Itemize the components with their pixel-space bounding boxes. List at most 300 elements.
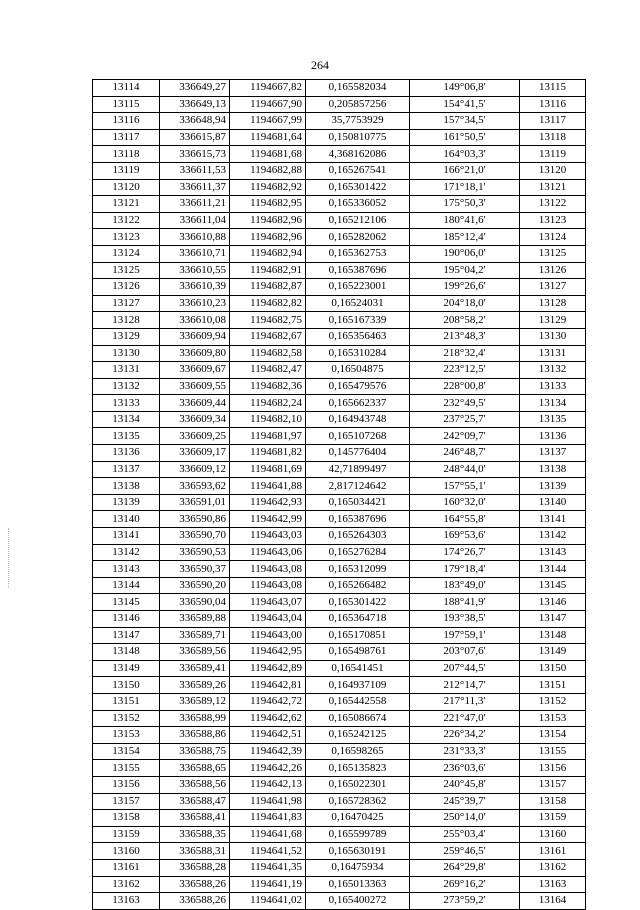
next-point-number-cell: 13143 [520,544,586,561]
x-coordinate-cell: 336610,55 [160,262,230,279]
table-row [93,179,586,196]
x-coordinate-cell: 336609,25 [160,428,230,445]
point-number-cell: 13147 [93,627,160,644]
table-row [93,445,586,462]
y-coordinate-cell: 1194643,00 [230,627,306,644]
table-row [93,428,586,445]
direction-angle-cell: 213°48,3' [410,328,520,345]
x-coordinate-cell: 336609,12 [160,461,230,478]
y-coordinate-cell: 1194642,89 [230,660,306,677]
distance-cell: 0,165301422 [306,179,410,196]
x-coordinate-cell: 336589,12 [160,693,230,710]
x-coordinate-cell: 336611,37 [160,179,230,196]
point-number-cell: 13150 [93,677,160,694]
y-coordinate-cell: 1194641,98 [230,793,306,810]
distance-cell: 0,16524031 [306,295,410,312]
x-coordinate-cell: 336589,41 [160,660,230,677]
table-row [93,876,586,893]
distance-cell: 0,165107268 [306,428,410,445]
x-coordinate-cell: 336588,26 [160,876,230,893]
x-coordinate-cell: 336590,86 [160,511,230,528]
table-row [93,262,586,279]
next-point-number-cell: 13131 [520,345,586,362]
table-row [93,793,586,810]
distance-cell: 0,165086674 [306,710,410,727]
table-row [93,561,586,578]
direction-angle-cell: 255°03,4' [410,826,520,843]
next-point-number-cell: 13150 [520,660,586,677]
x-coordinate-cell: 336609,67 [160,362,230,379]
point-number-cell: 13119 [93,162,160,179]
table-row [93,644,586,661]
y-coordinate-cell: 1194681,69 [230,461,306,478]
table-row [93,279,586,296]
direction-angle-cell: 207°44,5' [410,660,520,677]
y-coordinate-cell: 1194642,39 [230,743,306,760]
distance-cell: 0,165336052 [306,196,410,213]
x-coordinate-cell: 336589,26 [160,677,230,694]
table-row [93,196,586,213]
table-row [93,229,586,246]
x-coordinate-cell: 336615,73 [160,146,230,163]
point-number-cell: 13154 [93,743,160,760]
direction-angle-cell: 160°32,0' [410,494,520,511]
direction-angle-cell: 149°06,8' [410,80,520,97]
x-coordinate-cell: 336609,55 [160,378,230,395]
point-number-cell: 13118 [93,146,160,163]
next-point-number-cell: 13115 [520,80,586,97]
point-number-cell: 13153 [93,727,160,744]
next-point-number-cell: 13141 [520,511,586,528]
distance-cell: 0,16541451 [306,660,410,677]
y-coordinate-cell: 1194642,81 [230,677,306,694]
next-point-number-cell: 13133 [520,378,586,395]
next-point-number-cell: 13119 [520,146,586,163]
x-coordinate-cell: 336610,88 [160,229,230,246]
x-coordinate-cell: 336589,56 [160,644,230,661]
direction-angle-cell: 199°26,6' [410,279,520,296]
next-point-number-cell: 13163 [520,876,586,893]
table-row [93,660,586,677]
next-point-number-cell: 13120 [520,162,586,179]
distance-cell: 0,165662337 [306,395,410,412]
table-row [93,843,586,860]
next-point-number-cell: 13139 [520,478,586,495]
page-number: 264 [311,58,329,72]
y-coordinate-cell: 1194682,36 [230,378,306,395]
table-row [93,710,586,727]
y-coordinate-cell: 1194641,68 [230,826,306,843]
y-coordinate-cell: 1194642,13 [230,776,306,793]
x-coordinate-cell: 336609,94 [160,328,230,345]
x-coordinate-cell: 336590,04 [160,594,230,611]
point-number-cell: 13121 [93,196,160,213]
x-coordinate-cell: 336588,47 [160,793,230,810]
distance-cell: 0,165400272 [306,893,410,910]
point-number-cell: 13114 [93,80,160,97]
next-point-number-cell: 13137 [520,445,586,462]
direction-angle-cell: 259°46,5' [410,843,520,860]
distance-cell: 0,165282062 [306,229,410,246]
distance-cell: 0,165264303 [306,528,410,545]
distance-cell: 0,165498761 [306,644,410,661]
x-coordinate-cell: 336588,65 [160,760,230,777]
y-coordinate-cell: 1194682,94 [230,245,306,262]
next-point-number-cell: 13149 [520,644,586,661]
direction-angle-cell: 218°32,4' [410,345,520,362]
table-row [93,893,586,910]
direction-angle-cell: 161°50,5' [410,129,520,146]
next-point-number-cell: 13117 [520,113,586,130]
distance-cell: 0,150810775 [306,129,410,146]
y-coordinate-cell: 1194643,08 [230,577,306,594]
point-number-cell: 13126 [93,279,160,296]
y-coordinate-cell: 1194641,02 [230,893,306,910]
distance-cell: 0,165364718 [306,611,410,628]
y-coordinate-cell: 1194682,24 [230,395,306,412]
point-number-cell: 13149 [93,660,160,677]
y-coordinate-cell: 1194641,88 [230,478,306,495]
x-coordinate-cell: 336590,70 [160,528,230,545]
x-coordinate-cell: 336588,26 [160,893,230,910]
point-number-cell: 13117 [93,129,160,146]
y-coordinate-cell: 1194643,07 [230,594,306,611]
point-number-cell: 13136 [93,445,160,462]
next-point-number-cell: 13124 [520,229,586,246]
y-coordinate-cell: 1194641,19 [230,876,306,893]
x-coordinate-cell: 336610,23 [160,295,230,312]
next-point-number-cell: 13116 [520,96,586,113]
table-row [93,776,586,793]
next-point-number-cell: 13156 [520,760,586,777]
table-row [93,528,586,545]
distance-cell: 0,165135823 [306,760,410,777]
direction-angle-cell: 190°06,0' [410,245,520,262]
x-coordinate-cell: 336610,71 [160,245,230,262]
point-number-cell: 13157 [93,793,160,810]
x-coordinate-cell: 336588,86 [160,727,230,744]
table-row [93,611,586,628]
direction-angle-cell: 242°09,7' [410,428,520,445]
distance-cell: 0,165387696 [306,511,410,528]
next-point-number-cell: 13123 [520,212,586,229]
next-point-number-cell: 13135 [520,411,586,428]
x-coordinate-cell: 336615,87 [160,129,230,146]
x-coordinate-cell: 336611,04 [160,212,230,229]
y-coordinate-cell: 1194642,51 [230,727,306,744]
y-coordinate-cell: 1194682,82 [230,295,306,312]
x-coordinate-cell: 336609,44 [160,395,230,412]
distance-cell: 0,165212106 [306,212,410,229]
y-coordinate-cell: 1194642,93 [230,494,306,511]
y-coordinate-cell: 1194643,08 [230,561,306,578]
table-row [93,113,586,130]
point-number-cell: 13128 [93,312,160,329]
table-row [93,743,586,760]
table-row [93,461,586,478]
point-number-cell: 13130 [93,345,160,362]
y-coordinate-cell: 1194682,88 [230,162,306,179]
next-point-number-cell: 13153 [520,710,586,727]
x-coordinate-cell: 336589,88 [160,611,230,628]
y-coordinate-cell: 1194681,64 [230,129,306,146]
x-coordinate-cell: 336611,53 [160,162,230,179]
next-point-number-cell: 13118 [520,129,586,146]
direction-angle-cell: 208°58,2' [410,312,520,329]
point-number-cell: 13116 [93,113,160,130]
point-number-cell: 13140 [93,511,160,528]
y-coordinate-cell: 1194642,72 [230,693,306,710]
point-number-cell: 13142 [93,544,160,561]
y-coordinate-cell: 1194682,67 [230,328,306,345]
distance-cell: 0,165242125 [306,727,410,744]
y-coordinate-cell: 1194682,96 [230,229,306,246]
point-number-cell: 13135 [93,428,160,445]
direction-angle-cell: 250°14,0' [410,810,520,827]
next-point-number-cell: 13122 [520,196,586,213]
point-number-cell: 13123 [93,229,160,246]
next-point-number-cell: 13142 [520,528,586,545]
distance-cell: 0,16475934 [306,859,410,876]
next-point-number-cell: 13161 [520,843,586,860]
x-coordinate-cell: 336590,20 [160,577,230,594]
y-coordinate-cell: 1194682,92 [230,179,306,196]
table-row [93,146,586,163]
table-row [93,810,586,827]
next-point-number-cell: 13126 [520,262,586,279]
x-coordinate-cell: 336589,71 [160,627,230,644]
point-number-cell: 13139 [93,494,160,511]
y-coordinate-cell: 1194682,96 [230,212,306,229]
point-number-cell: 13133 [93,395,160,412]
direction-angle-cell: 273°59,2' [410,893,520,910]
y-coordinate-cell: 1194642,26 [230,760,306,777]
distance-cell: 0,165267541 [306,162,410,179]
point-number-cell: 13141 [93,528,160,545]
point-number-cell: 13115 [93,96,160,113]
table-row [93,727,586,744]
distance-cell: 0,16598265 [306,743,410,760]
point-number-cell: 13143 [93,561,160,578]
direction-angle-cell: 197°59,1' [410,627,520,644]
point-number-cell: 13127 [93,295,160,312]
distance-cell: 0,165301422 [306,594,410,611]
x-coordinate-cell: 336610,08 [160,312,230,329]
distance-cell: 4,368162086 [306,146,410,163]
distance-cell: 0,164943748 [306,411,410,428]
scan-artifact [8,528,13,588]
direction-angle-cell: 231°33,3' [410,743,520,760]
direction-angle-cell: 157°34,5' [410,113,520,130]
y-coordinate-cell: 1194682,95 [230,196,306,213]
x-coordinate-cell: 336591,01 [160,494,230,511]
y-coordinate-cell: 1194681,82 [230,445,306,462]
direction-angle-cell: 248°44,0' [410,461,520,478]
table-row [93,594,586,611]
x-coordinate-cell: 336649,27 [160,80,230,97]
point-number-cell: 13129 [93,328,160,345]
next-point-number-cell: 13152 [520,693,586,710]
direction-angle-cell: 228°00,8' [410,378,520,395]
table-row [93,162,586,179]
point-number-cell: 13132 [93,378,160,395]
distance-cell: 0,145776404 [306,445,410,462]
x-coordinate-cell: 336588,75 [160,743,230,760]
next-point-number-cell: 13158 [520,793,586,810]
distance-cell: 0,164937109 [306,677,410,694]
next-point-number-cell: 13129 [520,312,586,329]
direction-angle-cell: 221°47,0' [410,710,520,727]
y-coordinate-cell: 1194642,99 [230,511,306,528]
distance-cell: 0,165223001 [306,279,410,296]
next-point-number-cell: 13164 [520,893,586,910]
table-body [93,80,586,910]
x-coordinate-cell: 336609,80 [160,345,230,362]
next-point-number-cell: 13136 [520,428,586,445]
direction-angle-cell: 183°49,0' [410,577,520,594]
next-point-number-cell: 13145 [520,577,586,594]
distance-cell: 0,165442558 [306,693,410,710]
distance-cell: 0,165266482 [306,577,410,594]
distance-cell: 0,165479576 [306,378,410,395]
y-coordinate-cell: 1194681,97 [230,428,306,445]
distance-cell: 0,165167339 [306,312,410,329]
y-coordinate-cell: 1194667,90 [230,96,306,113]
next-point-number-cell: 13160 [520,826,586,843]
x-coordinate-cell: 336588,99 [160,710,230,727]
table-row [93,362,586,379]
y-coordinate-cell: 1194682,58 [230,345,306,362]
point-number-cell: 13152 [93,710,160,727]
table-row [93,80,586,97]
direction-angle-cell: 171°18,1' [410,179,520,196]
distance-cell: 0,165387696 [306,262,410,279]
direction-angle-cell: 174°26,7' [410,544,520,561]
point-number-cell: 13158 [93,810,160,827]
table-row [93,826,586,843]
x-coordinate-cell: 336593,62 [160,478,230,495]
point-number-cell: 13146 [93,611,160,628]
direction-angle-cell: 237°25,7' [410,411,520,428]
point-number-cell: 13161 [93,859,160,876]
x-coordinate-cell: 336588,35 [160,826,230,843]
point-number-cell: 13162 [93,876,160,893]
point-number-cell: 13163 [93,893,160,910]
table-row [93,395,586,412]
distance-cell: 0,165170851 [306,627,410,644]
y-coordinate-cell: 1194642,95 [230,644,306,661]
point-number-cell: 13144 [93,577,160,594]
distance-cell: 0,165599789 [306,826,410,843]
direction-angle-cell: 212°14,7' [410,677,520,694]
point-number-cell: 13155 [93,760,160,777]
direction-angle-cell: 188°41,9' [410,594,520,611]
y-coordinate-cell: 1194681,68 [230,146,306,163]
table-row [93,129,586,146]
next-point-number-cell: 13132 [520,362,586,379]
next-point-number-cell: 13162 [520,859,586,876]
y-coordinate-cell: 1194667,99 [230,113,306,130]
x-coordinate-cell: 336609,34 [160,411,230,428]
coordinates-table [92,79,586,910]
x-coordinate-cell: 336588,28 [160,859,230,876]
point-number-cell: 13137 [93,461,160,478]
table-row [93,627,586,644]
next-point-number-cell: 13151 [520,677,586,694]
y-coordinate-cell: 1194682,10 [230,411,306,428]
next-point-number-cell: 13121 [520,179,586,196]
direction-angle-cell: 164°03,3' [410,146,520,163]
next-point-number-cell: 13154 [520,727,586,744]
table-row [93,328,586,345]
next-point-number-cell: 13140 [520,494,586,511]
table-row [93,245,586,262]
direction-angle-cell: 195°04,2' [410,262,520,279]
y-coordinate-cell: 1194641,52 [230,843,306,860]
distance-cell: 0,165362753 [306,245,410,262]
x-coordinate-cell: 336590,37 [160,561,230,578]
point-number-cell: 13160 [93,843,160,860]
distance-cell: 0,16470425 [306,810,410,827]
x-coordinate-cell: 336648,94 [160,113,230,130]
next-point-number-cell: 13125 [520,245,586,262]
table-row [93,511,586,528]
x-coordinate-cell: 336649,13 [160,96,230,113]
table-row [93,859,586,876]
direction-angle-cell: 180°41,6' [410,212,520,229]
table-row [93,478,586,495]
next-point-number-cell: 13128 [520,295,586,312]
table-row [93,760,586,777]
distance-cell: 35,7753929 [306,113,410,130]
direction-angle-cell: 203°07,6' [410,644,520,661]
next-point-number-cell: 13159 [520,810,586,827]
table-row [93,494,586,511]
next-point-number-cell: 13148 [520,627,586,644]
direction-angle-cell: 223°12,5' [410,362,520,379]
distance-cell: 42,71899497 [306,461,410,478]
y-coordinate-cell: 1194643,03 [230,528,306,545]
y-coordinate-cell: 1194641,83 [230,810,306,827]
y-coordinate-cell: 1194667,82 [230,80,306,97]
x-coordinate-cell: 336611,21 [160,196,230,213]
direction-angle-cell: 204°18,0' [410,295,520,312]
distance-cell: 0,165276284 [306,544,410,561]
x-coordinate-cell: 336610,39 [160,279,230,296]
next-point-number-cell: 13134 [520,395,586,412]
table-row [93,378,586,395]
y-coordinate-cell: 1194641,35 [230,859,306,876]
direction-angle-cell: 245°39,7' [410,793,520,810]
table-row [93,345,586,362]
y-coordinate-cell: 1194682,47 [230,362,306,379]
y-coordinate-cell: 1194643,06 [230,544,306,561]
direction-angle-cell: 217°11,3' [410,693,520,710]
direction-angle-cell: 269°16,2' [410,876,520,893]
next-point-number-cell: 13155 [520,743,586,760]
y-coordinate-cell: 1194682,91 [230,262,306,279]
point-number-cell: 13131 [93,362,160,379]
distance-cell: 2,817124642 [306,478,410,495]
distance-cell: 0,165630191 [306,843,410,860]
table-row [93,96,586,113]
distance-cell: 0,165356463 [306,328,410,345]
distance-cell: 0,165582034 [306,80,410,97]
next-point-number-cell: 13146 [520,594,586,611]
point-number-cell: 13148 [93,644,160,661]
point-number-cell: 13134 [93,411,160,428]
direction-angle-cell: 164°55,8' [410,511,520,528]
